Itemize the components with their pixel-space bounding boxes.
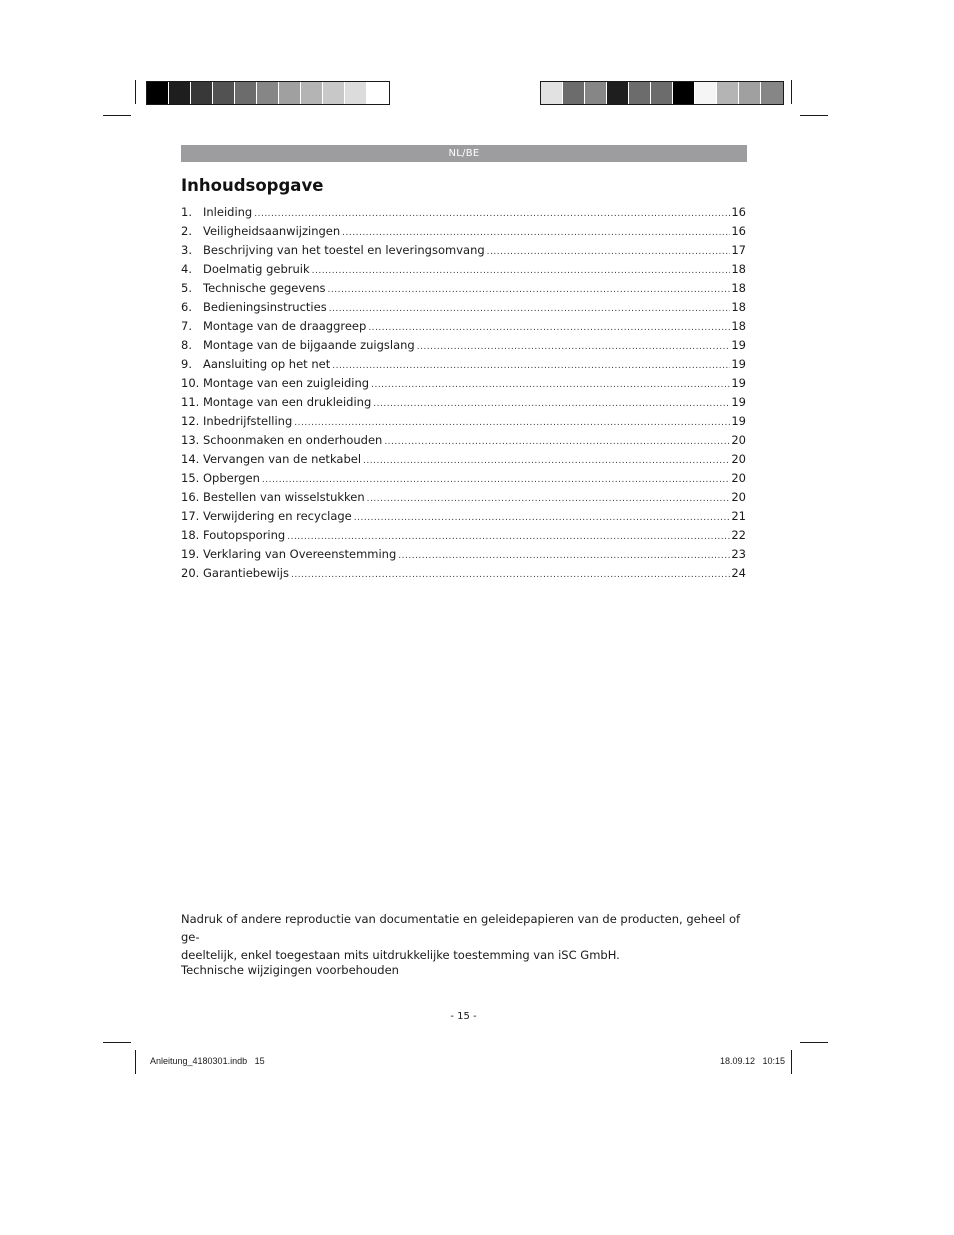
toc-entry-label: Technische gegevens [203,281,326,295]
color-swatch [345,82,367,104]
toc-entry-number: 7. [181,319,192,333]
crop-mark-bottom-left-horizontal [103,1042,131,1043]
toc-entry [181,260,746,279]
toc-entry [181,298,746,317]
toc-entry-number: 3. [181,243,192,257]
color-swatch [651,82,673,104]
toc-dot-leader [398,547,730,566]
technical-notice: Technische wijzigingen voorbehouden [181,963,399,977]
toc-entry-page: 20 [731,490,746,504]
toc-entry-number: 20. [181,566,200,580]
page-title: Inhoudsopgave [181,176,324,195]
toc-entry [181,393,746,412]
toc-entry-label: Opbergen [203,471,260,485]
color-swatch [279,82,301,104]
color-swatch [607,82,629,104]
toc-entry-number: 2. [181,224,192,238]
toc-entry-page: 20 [731,433,746,447]
toc-entry-label: Bedieningsinstructies [203,300,327,314]
toc-dot-leader [363,452,730,471]
toc-dot-leader [332,357,730,376]
color-swatch [541,82,563,104]
toc-dot-leader [312,262,731,281]
toc-dot-leader [367,490,731,509]
toc-entry-label: Doelmatig gebruik [203,262,310,276]
toc-entry-label: Montage van een drukleiding [203,395,372,409]
toc-entry-label: Vervangen van de netkabel [203,452,362,466]
toc-entry [181,545,746,564]
color-swatch [323,82,345,104]
toc-entry-label: Montage van een zuigleiding [203,376,370,390]
toc-entry-page: 16 [731,224,746,238]
toc-entry-number: 6. [181,300,192,314]
toc-entry-label: Beschrijving van het toestel en leveringsomvang [203,243,485,257]
toc-dot-leader [373,395,730,414]
slug-file-info: Anleitung_4180301.indb 15 [150,1056,265,1066]
toc-entry-page: 18 [731,281,746,295]
crop-mark-top-left-horizontal [103,115,131,116]
toc-entry-page: 20 [731,452,746,466]
toc-entry-number: 9. [181,357,192,371]
toc-dot-leader [291,566,730,585]
language-bar [181,145,747,162]
toc-entry [181,355,746,374]
color-swatch [673,82,695,104]
crop-mark-top-right-vertical [791,80,792,104]
toc-dot-leader [354,509,731,528]
toc-entry-label: Schoonmaken en onderhouden [203,433,383,447]
toc-entry-page: 19 [731,376,746,390]
toc-entry [181,526,746,545]
color-swatch [191,82,213,104]
toc-entry-page: 24 [731,566,746,580]
color-swatch [169,82,191,104]
toc-entry-number: 12. [181,414,200,428]
toc-entry [181,279,746,298]
copyright-notice [181,910,751,964]
toc-entry-number: 1. [181,205,192,219]
toc-entry-number: 14. [181,452,200,466]
toc-entry [181,469,746,488]
toc-entry-number: 16. [181,490,200,504]
toc-entry [181,222,746,241]
toc-entry [181,450,746,469]
crop-mark-bottom-right-vertical [791,1050,792,1074]
color-registration-bar-right [540,81,784,105]
toc-entry-label: Garantiebewijs [203,566,289,580]
table-of-contents [181,203,746,583]
language-label: NL/BE [448,148,480,159]
color-swatch [695,82,717,104]
crop-mark-bottom-left-vertical [135,1050,136,1074]
toc-dot-leader [487,243,731,262]
toc-entry-page: 19 [731,357,746,371]
color-swatch [213,82,235,104]
color-swatch [257,82,279,104]
toc-entry-number: 8. [181,338,192,352]
color-swatch [235,82,257,104]
toc-entry [181,564,746,583]
toc-entry-number: 10. [181,376,200,390]
crop-mark-top-right-horizontal [800,115,828,116]
toc-entry-page: 18 [731,300,746,314]
toc-entry [181,431,746,450]
toc-entry-number: 5. [181,281,192,295]
color-swatch [761,82,783,104]
toc-entry-label: Inleiding [203,205,253,219]
color-swatch [585,82,607,104]
color-swatch [717,82,739,104]
toc-entry [181,374,746,393]
toc-entry-number: 18. [181,528,200,542]
color-swatch [629,82,651,104]
toc-entry [181,507,746,526]
toc-dot-leader [328,281,731,300]
toc-entry-number: 4. [181,262,192,276]
slug-datetime: 18.09.12 10:15 [719,1056,785,1066]
toc-entry-page: 19 [731,338,746,352]
toc-entry-number: 11. [181,395,200,409]
color-swatch [739,82,761,104]
toc-entry-label: Verwijdering en recyclage [203,509,352,523]
toc-entry-page: 17 [731,243,746,257]
color-registration-bar-left [146,81,390,105]
toc-entry-page: 16 [731,205,746,219]
toc-entry-page: 20 [731,471,746,485]
toc-entry-label: Verklaring van Overeenstemming [203,547,397,561]
toc-entry-label: Veiligheidsaanwijzingen [203,224,341,238]
toc-entry [181,317,746,336]
toc-entry-number: 13. [181,433,200,447]
toc-entry [181,241,746,260]
toc-entry-page: 18 [731,319,746,333]
toc-dot-leader [371,376,730,395]
toc-entry-label: Aansluiting op het net [203,357,331,371]
toc-entry-number: 15. [181,471,200,485]
copyright-line-1: Nadruk of andere reproductie van documentatie en geleidepapieren van de producten, geheel of ge- [181,912,741,944]
toc-entry-page: 18 [731,262,746,276]
toc-dot-leader [329,300,731,319]
toc-entry-label: Montage van de bijgaande zuigslang [203,338,415,352]
copyright-line-2: deeltelijk, enkel toegestaan mits uitdrukkelijke toestemming van iSC GmbH. [181,948,620,962]
toc-entry-label: Bestellen van wisselstukken [203,490,365,504]
page-number: - 15 - [450,1011,477,1022]
toc-entry-number: 19. [181,547,200,561]
toc-entry [181,488,746,507]
toc-entry [181,412,746,431]
toc-dot-leader [417,338,731,357]
toc-dot-leader [384,433,730,452]
toc-entry-page: 19 [731,414,746,428]
toc-entry-page: 23 [731,547,746,561]
toc-entry [181,336,746,355]
toc-entry-label: Inbedrijfstelling [203,414,293,428]
toc-entry-page: 21 [731,509,746,523]
color-swatch [147,82,169,104]
color-swatch [367,82,389,104]
color-swatch [563,82,585,104]
toc-entry-page: 19 [731,395,746,409]
toc-dot-leader [368,319,730,338]
toc-entry-label: Montage van de draaggreep [203,319,367,333]
crop-mark-bottom-right-horizontal [800,1042,828,1043]
color-swatch [301,82,323,104]
toc-entry-number: 17. [181,509,200,523]
toc-entry-page: 22 [731,528,746,542]
toc-entry [181,203,746,222]
crop-mark-top-left-vertical [135,80,136,104]
toc-entry-label: Foutopsporing [203,528,286,542]
